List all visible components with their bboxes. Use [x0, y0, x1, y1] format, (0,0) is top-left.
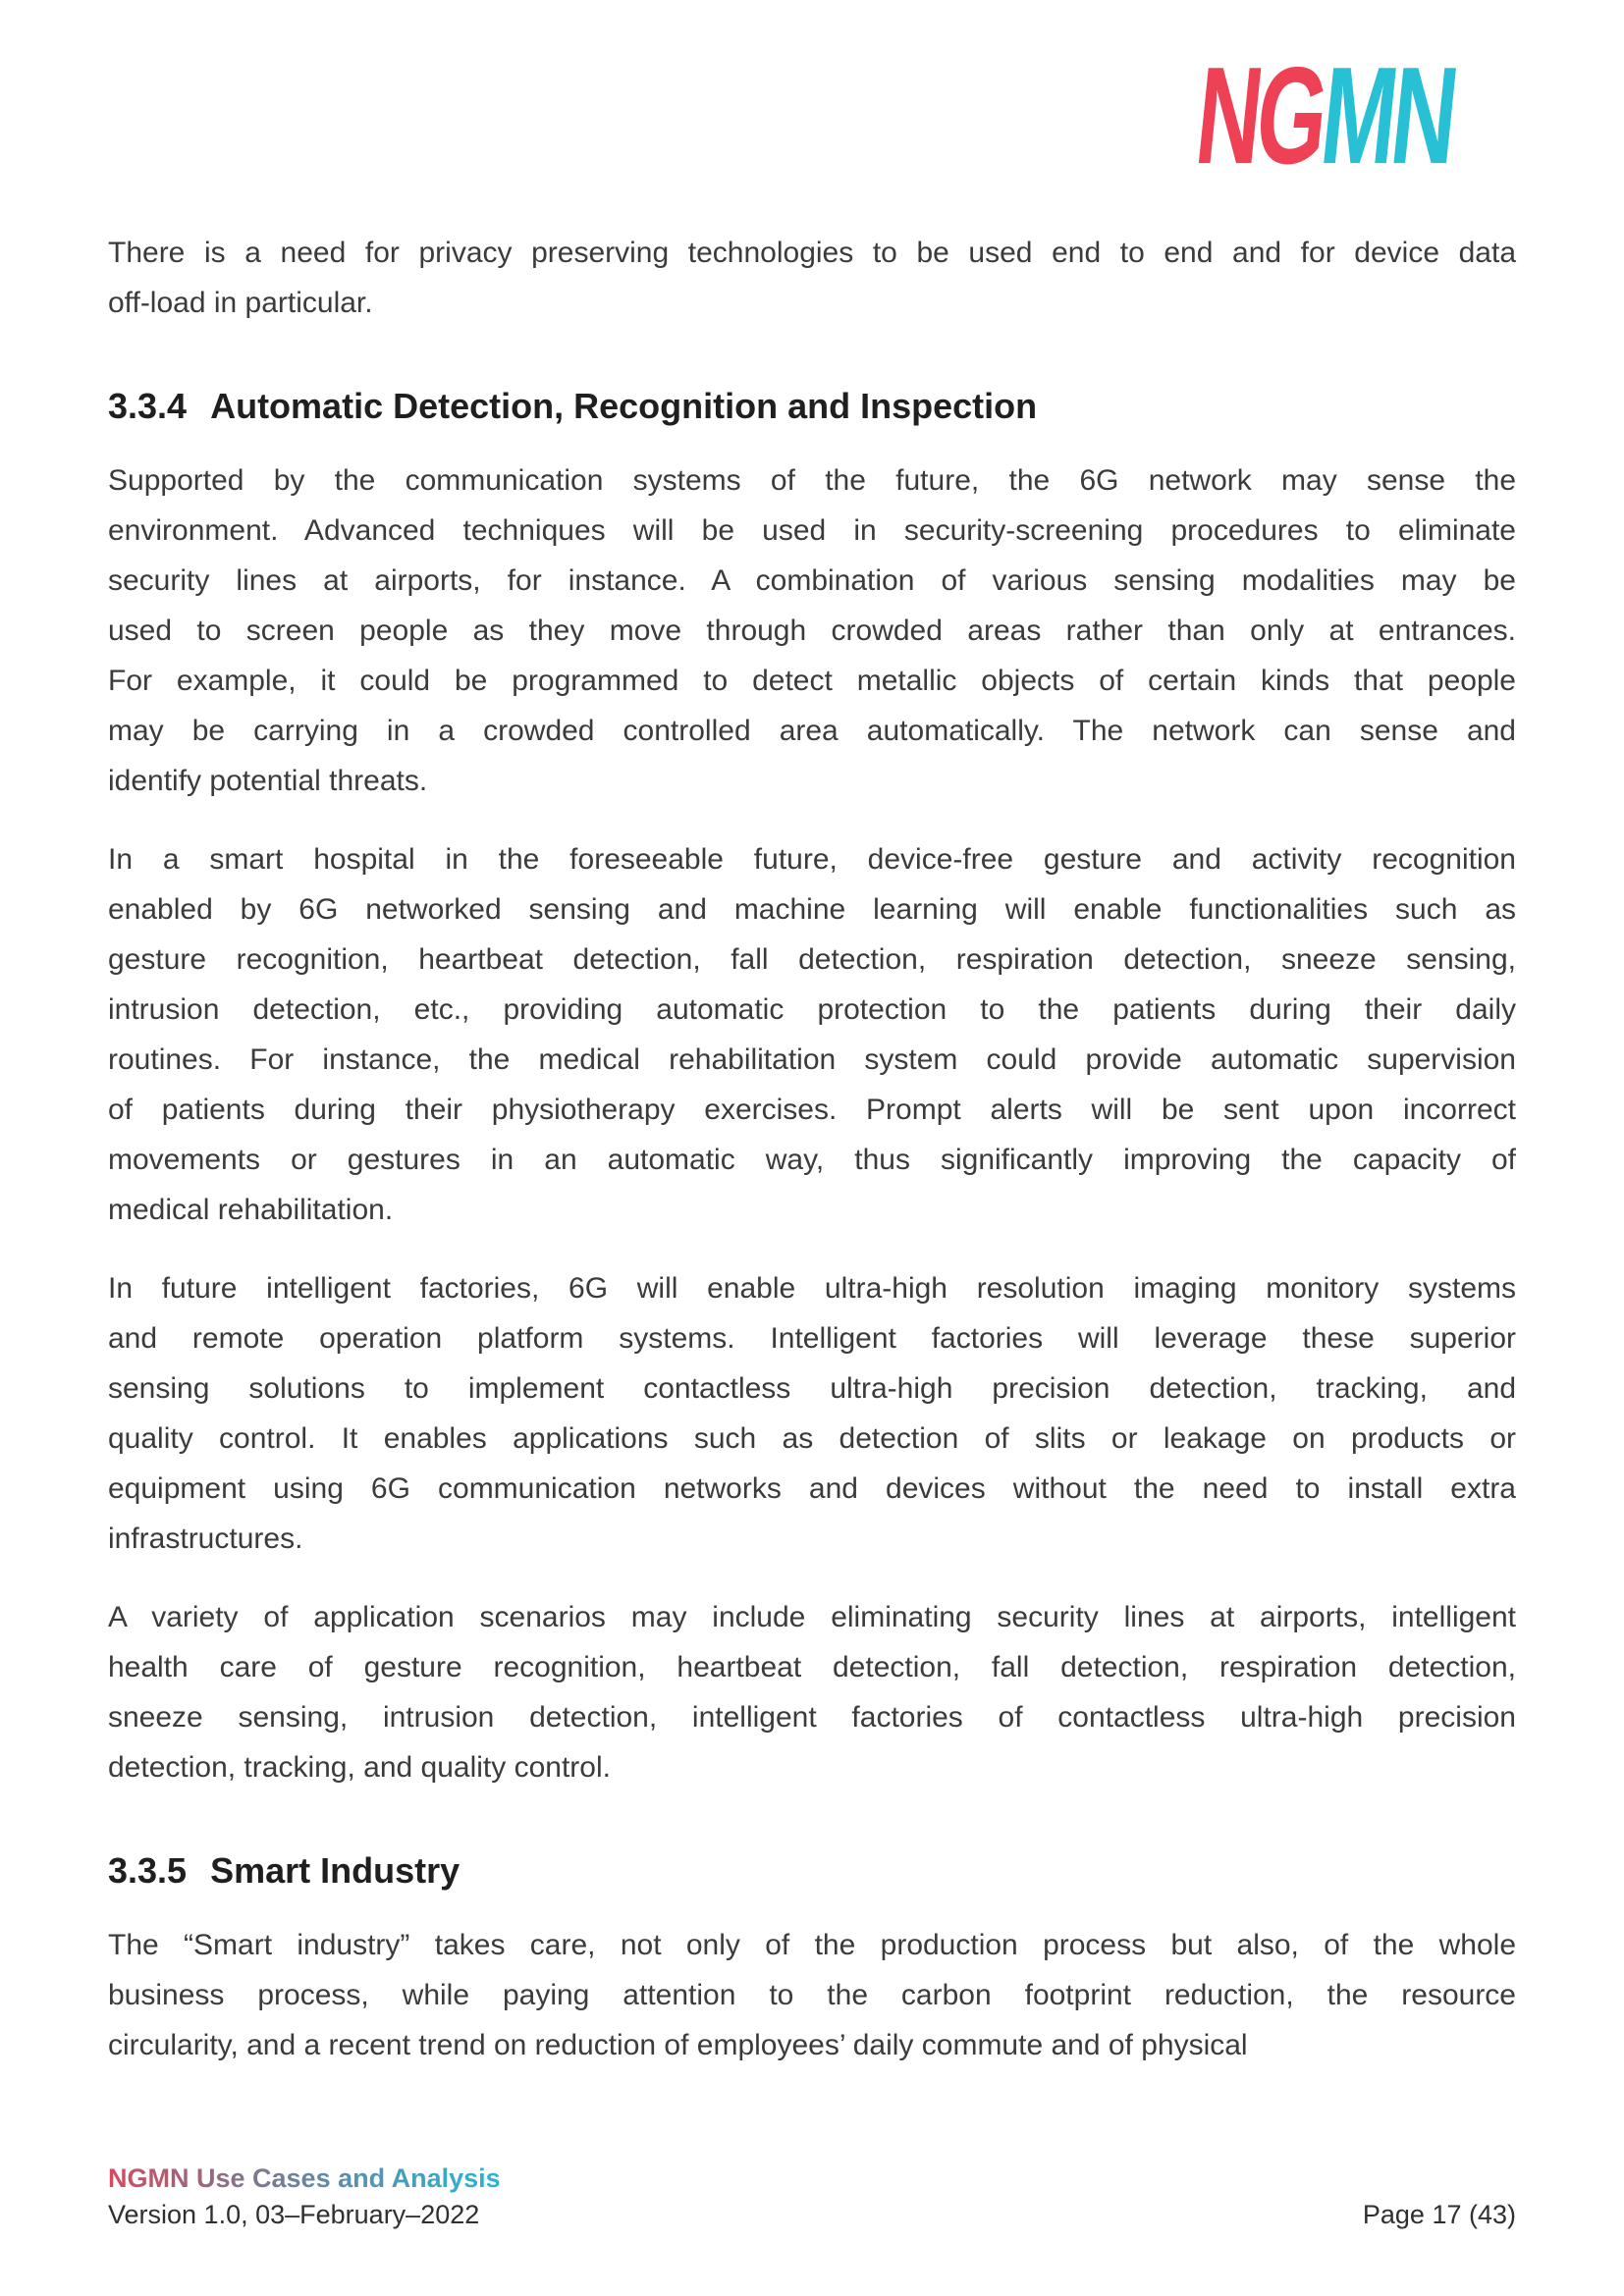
- paragraph-sensing: [108, 455, 1516, 806]
- paragraph-privacy: [108, 228, 1516, 328]
- paragraph-factory: [108, 1263, 1516, 1564]
- paragraph-line: In future intelligent factories, 6G will enable ultra-high resolution imaging monitory systems: [108, 1272, 1516, 1305]
- paragraph-line: security lines at airports, for instance. A combination of various sensing modalities may be: [108, 564, 1516, 597]
- paragraph-scenarios: [108, 1592, 1516, 1792]
- section-number: 3.3.5: [108, 1850, 188, 1891]
- section-title: Smart Industry: [210, 1850, 460, 1891]
- paragraph-line: environment. Advanced techniques will be used in security-screening procedures to eliminate: [108, 514, 1516, 547]
- paragraph-line: off-load in particular.: [108, 287, 373, 319]
- footer-version: Version 1.0, 03–February–2022: [108, 2200, 480, 2229]
- paragraph-hospital: [108, 834, 1516, 1235]
- section-title: Automatic Detection, Recognition and Inspection: [210, 386, 1038, 426]
- ngmn-logo-ng: NG: [1189, 38, 1331, 193]
- section-heading-335: [108, 1848, 1516, 1894]
- ngmn-logo-mn: MN: [1315, 38, 1461, 193]
- paragraph-line: detection, tracking, and quality control.: [108, 1751, 611, 1784]
- section-heading-334: [108, 384, 1516, 429]
- paragraph-line: may be carrying in a crowded controlled area automatically. The network can sense and: [108, 715, 1516, 747]
- paragraph-line: Supported by the communication systems of the future, the 6G network may sense the: [108, 464, 1516, 497]
- paragraph-line: In a smart hospital in the foreseeable future, device-free gesture and activity recognition: [108, 843, 1516, 876]
- paragraph-line: intrusion detection, etc., providing automatic protection to the patients during their daily: [108, 993, 1516, 1026]
- paragraph-line: For example, it could be programmed to detect metallic objects of certain kinds that people: [108, 665, 1516, 697]
- paragraph-line: health care of gesture recognition, heartbeat detection, fall detection, respiration detection,: [108, 1651, 1516, 1683]
- paragraph-line: and remote operation platform systems. Intelligent factories will leverage these superior: [108, 1322, 1516, 1355]
- page-footer: [108, 2161, 1516, 2233]
- paragraph-line: A variety of application scenarios may include eliminating security lines at airports, intelligent: [108, 1601, 1516, 1633]
- paragraph-line: used to screen people as they move through crowded areas rather than only at entrances.: [108, 614, 1516, 647]
- paragraph-line: movements or gestures in an automatic way, thus significantly improving the capacity of: [108, 1144, 1516, 1176]
- paragraph-smart-industry: [108, 1920, 1516, 2070]
- paragraph-line: of patients during their physiotherapy exercises. Prompt alerts will be sent upon incorrect: [108, 1094, 1516, 1126]
- paragraph-line: business process, while paying attention to the carbon footprint reduction, the resource: [108, 1979, 1516, 2011]
- document-body: [108, 228, 1516, 2099]
- footer-document-title: NGMN Use Cases and Analysis: [108, 2161, 501, 2197]
- paragraph-line: circularity, and a recent trend on reduction of employees’ daily commute and of physical: [108, 2029, 1248, 2061]
- paragraph-line: medical rehabilitation.: [108, 1194, 394, 1226]
- section-number: 3.3.4: [108, 386, 188, 426]
- paragraph-line: gesture recognition, heartbeat detection, fall detection, respiration detection, sneeze sensing,: [108, 943, 1516, 976]
- paragraph-line: quality control. It enables applications such as detection of slits or leakage on products or: [108, 1422, 1516, 1455]
- paragraph-line: enabled by 6G networked sensing and machine learning will enable functionalities such as: [108, 893, 1516, 926]
- paragraph-line: sneeze sensing, intrusion detection, intelligent factories of contactless ultra-high precision: [108, 1701, 1516, 1734]
- paragraph-line: The “Smart industry” takes care, not only of the production process but also, of the whole: [108, 1929, 1516, 1961]
- paragraph-line: routines. For instance, the medical rehabilitation system could provide automatic supervision: [108, 1043, 1516, 1076]
- paragraph-line: equipment using 6G communication networks and devices without the need to install extra: [108, 1472, 1516, 1505]
- paragraph-line: sensing solutions to implement contactless ultra-high precision detection, tracking, and: [108, 1372, 1516, 1405]
- paragraph-line: infrastructures.: [108, 1522, 303, 1555]
- paragraph-line: There is a need for privacy preserving technologies to be used end to end and for device data: [108, 237, 1516, 269]
- footer-page-number: Page 17 (43): [1362, 2200, 1516, 2229]
- ngmn-logo: [1189, 38, 1461, 193]
- paragraph-line: identify potential threats.: [108, 765, 428, 797]
